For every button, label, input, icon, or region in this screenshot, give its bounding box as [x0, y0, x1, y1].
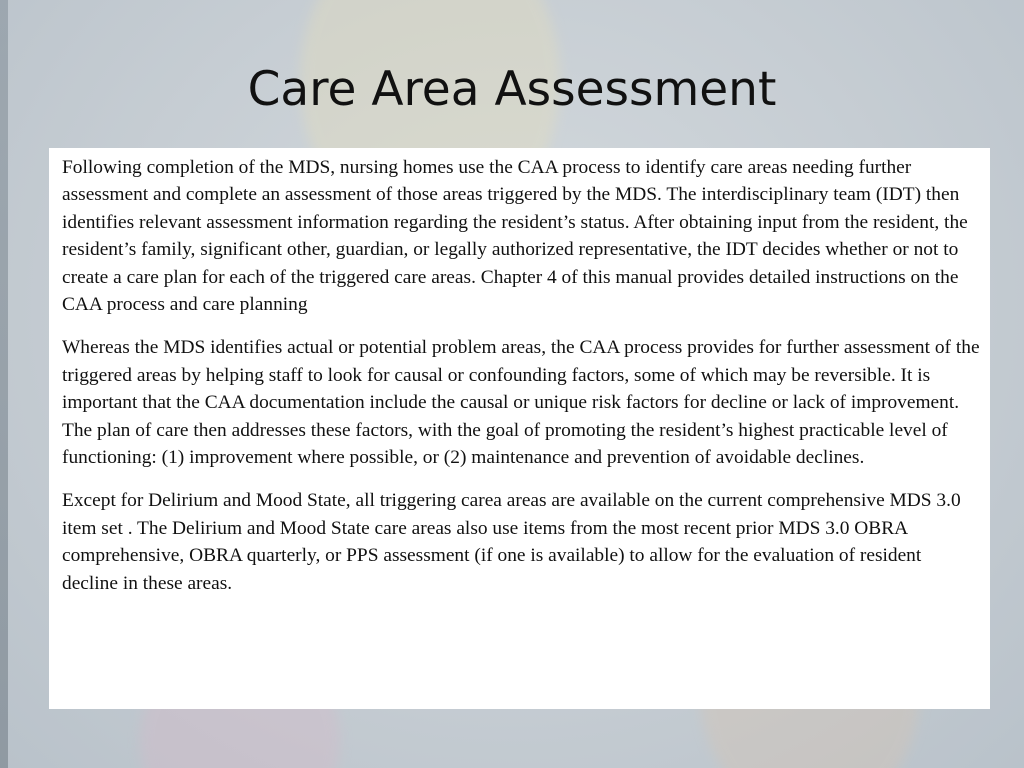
document-paragraph: Except for Delirium and Mood State, all triggering carea areas are available on the current comprehensive MDS 3.0 item set . The Delirium and Mood State care areas also use items from the most recent prior MDS 3.0 OBRA comprehensive, OBRA quarterly, or PPS assessment (if one is available) to allow for the evaluation of resident decline in these areas.: [62, 490, 961, 594]
document-excerpt-panel: [49, 148, 990, 709]
document-paragraph: Following completion of the MDS, nursing homes use the CAA process to identify care areas needing further assessment and complete an assessment of those areas triggered by the MDS. The interdisciplinary team (IDT) then identifies relevant assessment information regarding the resident’s status. After obtaining input from the resident, the resident’s family, significant other, guardian, or legally authorized representative, the IDT decides whether or not to create a care plan for each of the triggered care areas. Chapter 4 of this manual provides detailed instructions on the CAA process and care planning: [62, 157, 968, 316]
slide-title: Care Area Assessment: [247, 62, 777, 117]
document-paragraph: Whereas the MDS identifies actual or potential problem areas, the CAA process provides for further assessment of the triggered areas by helping staff to look for causal or confounding factors, some of which may be reversible. It is important that the CAA documentation include the causal or unique risk factors for decline or lack of improvement. The plan of care then addresses these factors, with the goal of promoting the resident’s highest practicable level of functioning: (1) improvement where possible, or (2) maintenance and prevention of avoidable declines.: [62, 337, 980, 469]
